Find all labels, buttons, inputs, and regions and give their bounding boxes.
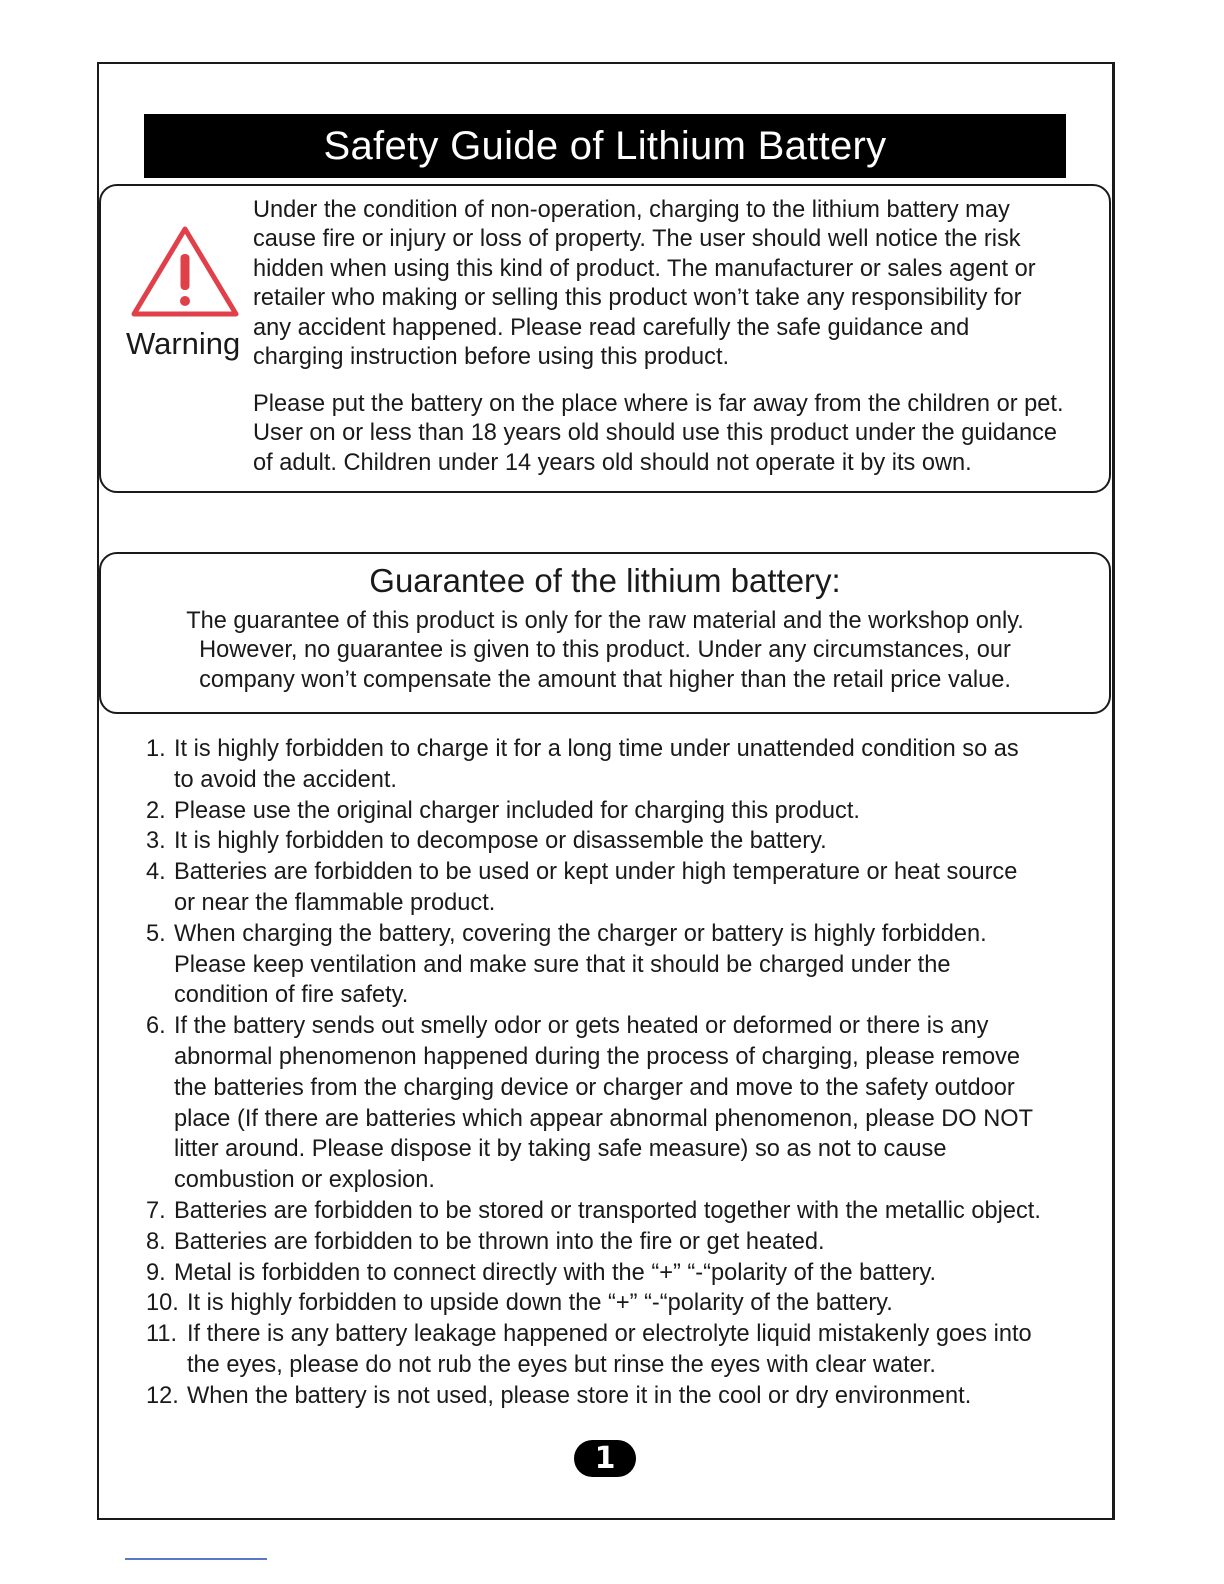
list-item-text: [187, 1381, 971, 1412]
text-line: It is highly forbidden to decompose or disassemble the battery.: [174, 828, 827, 855]
text-line: Please use the original charger included for charging this product.: [174, 797, 860, 824]
text-line: The guarantee of this product is only for the raw material and the workshop only.: [186, 608, 1024, 634]
list-item-number: 6.: [146, 1013, 166, 1040]
list-item: [146, 1258, 1086, 1289]
text-line: company won’t compensate the amount that higher than the retail price value.: [199, 666, 1011, 693]
text-line: Under the condition of non-operation, charging to the lithium battery may: [253, 197, 1010, 223]
list-item-number: 5.: [146, 920, 166, 947]
list-item: [146, 734, 1086, 796]
guarantee-body: [101, 607, 1109, 695]
text-line: to avoid the accident.: [174, 766, 397, 793]
text-line: combustion or explosion.: [174, 1167, 435, 1194]
text-line: retailer who making or selling this product won’t take any responsibility for: [253, 285, 1022, 312]
text-line: When charging the battery, covering the charger or battery is highly forbidden.: [174, 920, 987, 947]
warning-triangle-icon: [130, 224, 240, 320]
list-item-number: 4.: [146, 859, 166, 886]
text-line: the batteries from the charging device or charger and move to the safety outdoor: [174, 1074, 1015, 1101]
page-title: Safety Guide of Lithium Battery: [144, 114, 1066, 178]
list-item-text: [174, 796, 860, 827]
text-line: of adult. Children under 14 years old should not operate it by its own.: [253, 449, 972, 476]
list-item-number: 7.: [146, 1197, 166, 1224]
list-item: [146, 1288, 1086, 1319]
list-item-text: [187, 1288, 893, 1319]
warning-paragraph-2: [253, 390, 1064, 478]
list-item: [146, 1381, 1086, 1412]
list-item-text: [174, 1011, 1033, 1196]
text-line: It is highly forbidden to upside down the “+” “-“polarity of the battery.: [187, 1290, 893, 1317]
list-item: [146, 1196, 1086, 1227]
list-item-number: 9.: [146, 1259, 166, 1286]
list-item: [146, 826, 1086, 857]
list-item: [146, 857, 1086, 919]
list-item-number: 1.: [146, 736, 166, 762]
text-line: or near the flammable product.: [174, 889, 496, 916]
list-item-text: [174, 1227, 825, 1258]
list-item-text: [187, 1319, 1032, 1381]
list-item-number: 2.: [146, 797, 166, 824]
text-line: If there is any battery leakage happened or electrolyte liquid mistakenly goes into: [187, 1321, 1032, 1348]
text-line: cause fire or injury or loss of property. The user should well notice the risk: [253, 226, 1021, 253]
list-item-number: 12.: [146, 1382, 179, 1409]
warning-label: Warning: [126, 326, 241, 361]
list-item-number: 3.: [146, 828, 166, 855]
guarantee-box: [99, 552, 1111, 714]
text-line: condition of fire safety.: [174, 982, 409, 1009]
text-line: If the battery sends out smelly odor or gets heated or deformed or there is any: [174, 1013, 989, 1040]
list-item-number: 11.: [146, 1321, 178, 1348]
page-number-badge: 1: [574, 1440, 636, 1477]
text-line: It is highly forbidden to charge it for a long time under unattended condition so as: [174, 736, 1019, 762]
text-line: charging instruction before using this product.: [253, 344, 730, 371]
text-line: any accident happened. Please read carefully the safe guidance and: [253, 314, 970, 341]
text-line: Batteries are forbidden to be stored or transported together with the metallic object.: [174, 1197, 1041, 1224]
text-line: However, no guarantee is given to this product. Under any circumstances, our: [199, 637, 1011, 664]
text-line: Please keep ventilation and make sure that it should be charged under the: [174, 951, 951, 978]
list-item: [146, 796, 1086, 827]
text-line: Batteries are forbidden to be thrown into the fire or get heated.: [174, 1228, 825, 1255]
warning-paragraph-1: [253, 196, 1036, 372]
list-item-number: 8.: [146, 1228, 166, 1255]
text-line: User on or less than 18 years old should use this product under the guidance: [253, 420, 1057, 447]
list-item-text: [174, 919, 987, 1011]
text-line: Batteries are forbidden to be used or kept under high temperature or heat source: [174, 859, 1018, 886]
text-line: hidden when using this kind of product. The manufacturer or sales agent or: [253, 255, 1036, 282]
list-item: [146, 1319, 1086, 1381]
list-item: [146, 1011, 1086, 1196]
list-item-text: [174, 734, 1019, 796]
list-item-text: [174, 1258, 936, 1289]
text-line: litter around. Please dispose it by taking safe measure) so as not to cause: [174, 1136, 947, 1163]
text-line: abnormal phenomenon happened during the process of charging, please remove: [174, 1043, 1021, 1070]
rules-list: [146, 734, 1086, 1412]
text-line: When the battery is not used, please store it in the cool or dry environment.: [187, 1382, 972, 1409]
list-item-text: [174, 857, 1017, 919]
text-line: Please put the battery on the place where is far away from the children or pet.: [253, 391, 1064, 417]
list-item-number: 10.: [146, 1290, 179, 1317]
list-item-text: [174, 826, 827, 857]
text-line: the eyes, please do not rub the eyes but rinse the eyes with clear water.: [187, 1351, 936, 1378]
footer-divider: [125, 1558, 267, 1560]
text-line: Metal is forbidden to connect directly with the “+” “-“polarity of the battery.: [174, 1259, 937, 1286]
list-item-text: [174, 1196, 1041, 1227]
guarantee-title: Guarantee of the lithium battery:: [369, 562, 841, 599]
list-item: [146, 919, 1086, 1011]
list-item: [146, 1227, 1086, 1258]
text-line: place (If there are batteries which appear abnormal phenomenon, please DO NOT: [174, 1105, 1034, 1132]
